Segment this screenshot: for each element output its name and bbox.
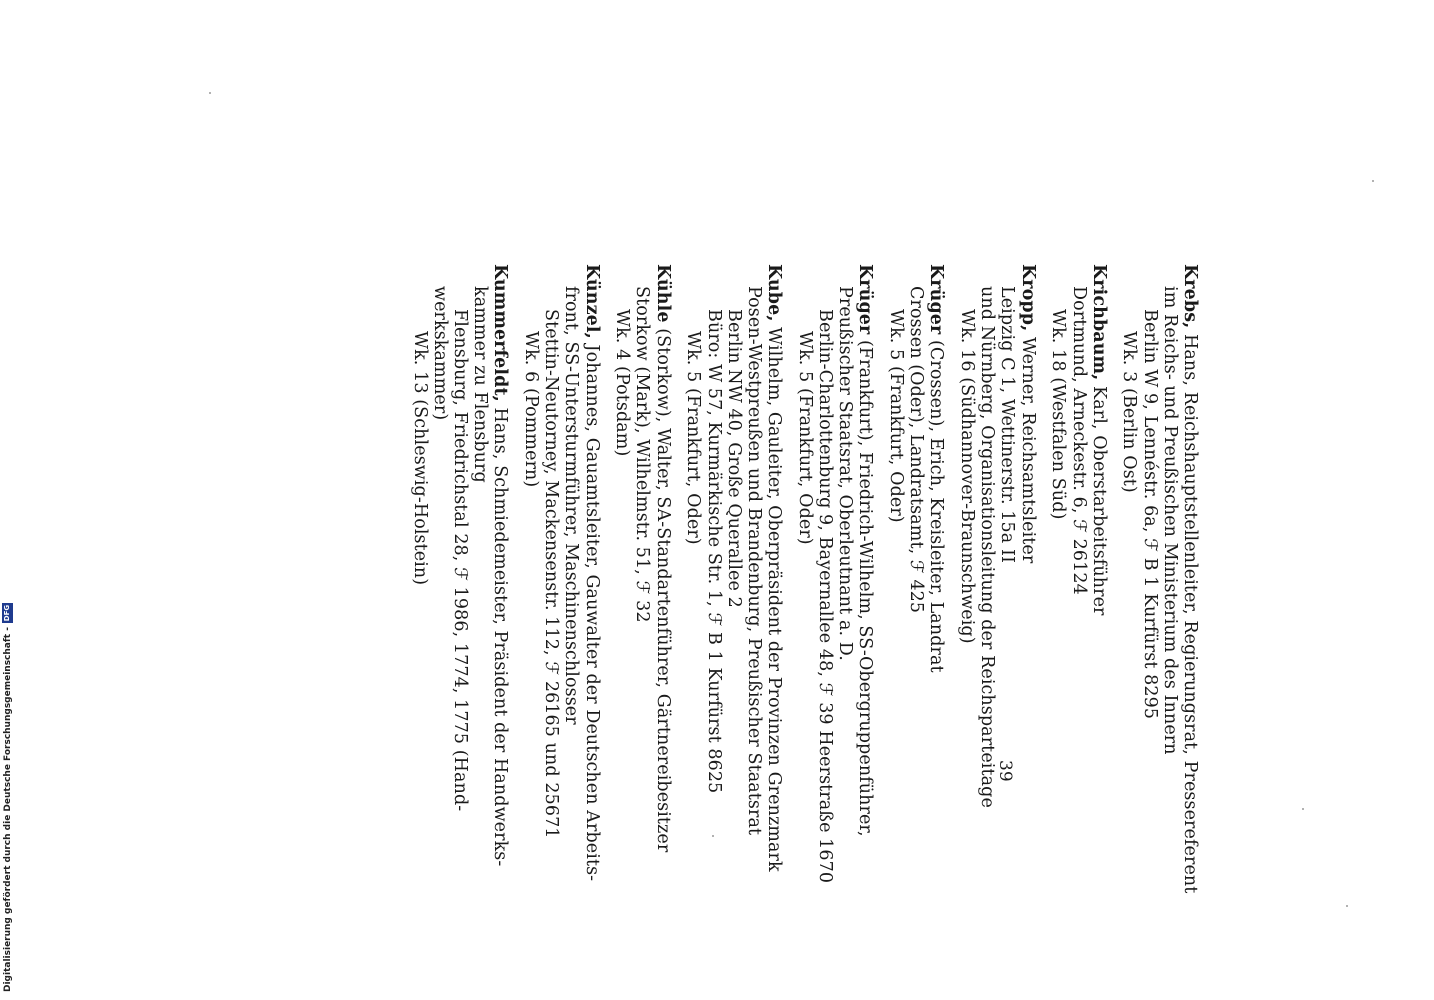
entry-text: Berlin-Charlottenburg 9, Bayernallee 48, ℱ 39 Heerstraße 1670	[815, 309, 835, 884]
entry-text: werkskammer)	[429, 286, 450, 421]
entry-line	[612, 264, 632, 794]
entry-text: Storkow (Mark), Wilhelmstr. 51, ℱ 32	[632, 286, 653, 623]
entry-line	[1160, 264, 1180, 794]
entry-line	[632, 264, 652, 794]
entry-text: im Reichs- und Preußischen Ministerium des Innern	[1159, 286, 1180, 755]
entry-line	[886, 264, 906, 794]
entry-line	[409, 264, 429, 794]
entry-line	[1139, 264, 1159, 794]
entry-text: Wk. 5 (Frankfurt, Oder)	[794, 331, 815, 545]
dfg-logo-icon: DFG	[3, 604, 11, 622]
entry-name: Krichbaum,	[1088, 264, 1109, 381]
entry-text: Johannes, Gauamtsleiter, Gauwalter der Deutschen Arbeits-	[581, 338, 602, 882]
entry-line	[815, 264, 835, 884]
directory-entry	[409, 264, 511, 867]
entry-line	[521, 264, 541, 794]
entry-name: Kube,	[764, 264, 785, 322]
directory-entry	[612, 264, 673, 853]
directory-entry	[521, 264, 602, 882]
entry-name: Kühle	[652, 264, 673, 323]
entry-line	[541, 264, 562, 839]
scan-speck	[1302, 808, 1304, 810]
entry-name: Kummerfeldt,	[490, 264, 511, 402]
entry-text: Berlin W 9, Lennéstr. 6a, ℱ B 1 Kurfürst 8295	[1139, 309, 1160, 720]
entry-line	[581, 264, 602, 882]
entry-line	[450, 264, 470, 812]
entry-text: Wk. 6 (Pommern)	[521, 331, 542, 488]
entry-line	[652, 264, 673, 853]
scan-speck	[209, 92, 211, 94]
entry-line	[1119, 264, 1139, 794]
entry-line	[724, 264, 744, 794]
entry-text: Hans, Reichshauptstellenleiter, Regierungsrat, Pressereferent	[1180, 328, 1200, 894]
directory-entry	[683, 264, 785, 872]
directory-entries	[399, 264, 1200, 894]
entry-text: Leipzig C 1, Wettinerstr. 15a II	[997, 286, 1018, 564]
entry-line	[561, 264, 581, 794]
entry-line	[1018, 264, 1038, 794]
directory-entry	[794, 264, 876, 884]
directory-entry	[957, 264, 1038, 808]
entry-line	[957, 264, 977, 794]
entry-line	[977, 264, 998, 808]
entry-text: Dortmund, Arneckestr. 6, ℱ 26124	[1068, 286, 1089, 595]
entry-text: (Crossen), Erich, Kreisleiter, Landrat	[926, 334, 947, 673]
entry-text: Werner, Reichsamtsleiter	[1017, 331, 1038, 564]
entry-line	[743, 264, 764, 836]
entry-text: Wk. 18 (Westfalen Süd)	[1048, 309, 1069, 520]
entry-line	[795, 264, 815, 794]
entry-text: (Frankfurt), Friedrich-Wilhelm, SS-Obergruppenführer,	[855, 334, 876, 837]
entry-text: Crossen (Oder), Landratsamt, ℱ 425	[906, 286, 927, 614]
entry-line	[1068, 264, 1088, 794]
entry-line	[764, 264, 785, 872]
entry-text: kammer zu Flensburg	[470, 286, 491, 483]
entry-text: und Nürnberg, Organisationsleitung der Reichsparteitage	[977, 286, 998, 808]
entry-text: Wk. 16 (Südhannover-Braunschweig)	[957, 309, 978, 644]
directory-entry	[1048, 264, 1109, 794]
entry-text: Stettin-Neutorney, Mackensenstr. 112, ℱ 26165 und 25671	[541, 309, 562, 839]
entry-text: Wk. 3 (Berlin Ost)	[1119, 331, 1140, 493]
entry-text: Wk. 13 (Schleswig-Holstein)	[409, 331, 430, 586]
entry-text: Wk. 5 (Frankfurt, Oder)	[683, 331, 704, 545]
scan-speck	[1346, 905, 1348, 907]
entry-line	[835, 264, 855, 794]
entry-text: Berlin NW 40, Große Querallee 2	[723, 309, 744, 608]
entry-text: (Storkow), Walter, SA-Standartenführer, Gärtnereibesitzer	[652, 322, 673, 853]
digitization-credit	[2, 603, 13, 992]
entry-text: Wk. 5 (Frankfurt, Oder)	[886, 309, 907, 523]
entry-line	[683, 264, 703, 794]
entry-name: Krüger	[926, 264, 947, 335]
entry-line	[1048, 264, 1068, 794]
entry-text: Preußischer Staatsrat, Oberleutnant a. D.	[835, 286, 856, 661]
entry-line	[855, 264, 876, 837]
entry-line	[703, 264, 723, 794]
entry-line	[926, 264, 946, 794]
entry-text: Büro: W 57, Kurmärkische Str. 1, ℱ B 1 Kurfürst 8625	[703, 309, 724, 794]
entry-text: Flensburg, Friedrichstal 28, ℱ 1986, 1774, 1775 (Hand-	[450, 309, 470, 812]
scan-speck	[712, 835, 714, 837]
entry-text: Karl, Oberstarbeitsführer	[1088, 380, 1109, 616]
entry-line	[470, 264, 490, 794]
entry-name: Kropp,	[1017, 264, 1038, 332]
scan-speck	[1372, 180, 1374, 182]
entry-line	[430, 264, 450, 794]
entry-text: Wk. 4 (Potsdam)	[612, 309, 633, 457]
entry-text: Wilhelm, Gauleiter, Oberpräsident der Provinzen Grenzmark	[764, 321, 785, 872]
directory-entry	[1119, 264, 1200, 894]
page-number: 39	[995, 760, 1015, 782]
entry-line	[490, 264, 511, 867]
entry-line	[906, 264, 926, 794]
entry-line	[1180, 264, 1200, 894]
digitization-credit-text: Digitalisierung gefördert durch die Deutsche Forschungsgemeinschaft -	[2, 627, 13, 992]
entry-line	[1089, 264, 1109, 794]
entry-name: Krüger	[855, 264, 876, 335]
entry-name: Künzel,	[581, 264, 602, 339]
entry-line	[997, 264, 1017, 794]
entry-name: Krebs,	[1180, 264, 1200, 329]
entry-text: Hans, Schmiedemeister, Präsident der Handwerks-	[490, 401, 511, 867]
entry-text: Posen-Westpreußen und Brandenburg, Preußischer Staatsrat	[743, 286, 764, 836]
directory-entry	[886, 264, 947, 794]
entry-text: front, SS-Untersturmführer, Maschinenschlosser	[561, 286, 582, 725]
